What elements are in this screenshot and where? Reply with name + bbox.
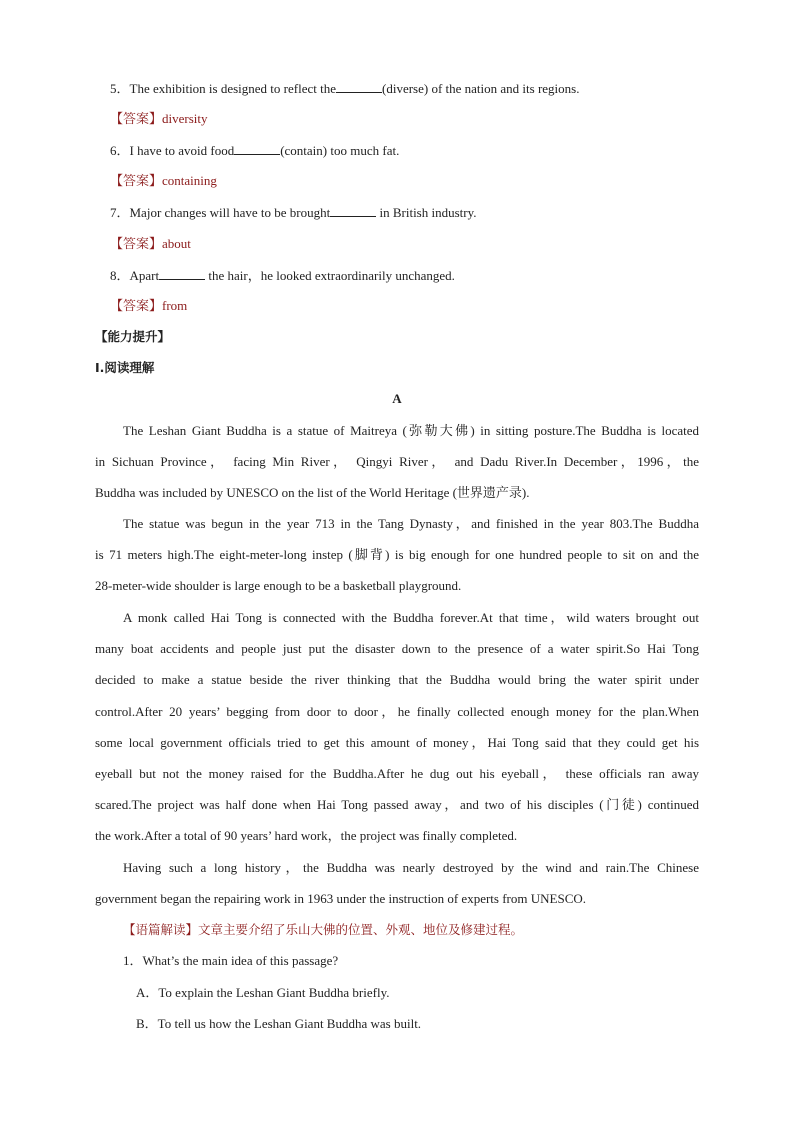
question-text-after: (contain) too much fat. [280,143,400,158]
answer-tag: 【答案】 [110,173,163,188]
answer-7 [110,236,191,252]
passage-paragraph-3 [95,610,699,860]
paragraph-line: The statue was begun in the year 713 in the Tang Dynasty，and finished in the year 803.The Buddha [123,516,699,531]
answer-text: about [162,236,191,251]
paragraph-line: scared.The project was half done when Hai Tong passed away，and two of his disciples (门徒) continued [95,797,699,813]
answer-tag: 【答案】 [110,298,163,313]
paragraph-line: 28-meter-wide shoulder is large enough to be a basketball playground. [95,578,462,594]
paragraph-line: government began the repairing work in 1963 under the instruction of experts from UNESCO. [95,891,586,907]
answer-text: containing [162,173,217,188]
passage-paragraph-2 [95,516,699,610]
answer-blank [234,142,280,155]
question-text: 8．Apart [110,268,160,283]
paragraph-line: Having such a long history，the Buddha was nearly destroyed by the wind and rain.The Chinese [123,860,699,875]
question-text: 6．I have to avoid food [110,143,235,158]
answer-text: from [162,298,188,313]
answer-6 [110,173,217,189]
answer-blank [336,80,382,93]
section-heading: 【能力提升】 [95,329,171,344]
paragraph-line: the work.After a total of 90 years’ hard work，the project was finally completed. [95,828,518,844]
analysis-text: 文章主要介绍了乐山大佛的位置、外观、地位及修建过程。 [198,922,524,937]
paragraph-line: The Leshan Giant Buddha is a statue of Maitreya (弥勒大佛) in sitting posture.The Buddha is located [123,423,699,438]
subsection-heading: Ⅰ.阅读理解 [95,360,155,375]
question-5 [110,80,579,97]
answer-text: diversity [162,111,208,126]
passage-label: A [392,391,402,406]
answer-blank [330,204,376,217]
paragraph-line: some local government officials tried to get this amount of money，Hai Tong said that they could get his [95,734,699,750]
answer-tag: 【答案】 [110,111,163,126]
answer-8 [110,298,187,314]
paragraph-line: many boat accidents and people just put the disaster down to the presence of a water spirit.So Hai Tong [95,641,699,657]
question-text-after: the hair，he looked extraordinarily unchanged. [205,268,455,283]
paragraph-line: decided to make a statue beside the river thinking that the Buddha would bring the water spirit under [95,672,699,688]
question-text: 5．The exhibition is designed to reflect the [110,81,336,96]
question-6 [110,142,399,159]
question-text: 7．Major changes will have to be brought [110,205,331,220]
question-8 [110,267,455,284]
paragraph-line: in Sichuan Province， facing Min River， Qingyi River， and Dadu River.In December，1996，the [95,454,699,470]
answer-blank [159,267,205,280]
answer-5 [110,111,208,127]
question-text-after: in British industry. [376,205,477,220]
paragraph-line: A monk called Hai Tong is connected with the Buddha forever.At that time，wild waters brought out [123,610,699,625]
option-b: B．To tell us how the Leshan Giant Buddha was built. [136,1016,422,1031]
paragraph-line: eyeball but not the money raised for the Buddha.After he dug out his eyeball， these officials ran away [95,765,699,781]
question-7 [110,204,477,221]
paragraph-line: is 71 meters high.The eight-meter-long instep (脚背) is big enough for one hundred people to sit on and the [95,547,699,563]
analysis-tag: 【语篇解读】 [123,922,199,937]
passage-paragraph-4 [95,860,699,922]
paragraph-line: Buddha was included by UNESCO on the list of the World Heritage (世界遗产录). [95,485,530,501]
paragraph-line: control.After 20 years’ begging from door to door，he finally collected enough money for the plan.When [95,703,699,719]
passage-analysis [123,922,523,938]
question-text-after: (diverse) of the nation and its regions. [382,81,580,96]
option-a: A．To explain the Leshan Giant Buddha briefly. [136,985,390,1000]
answer-tag: 【答案】 [110,236,163,251]
passage-paragraph-1 [95,423,699,517]
reading-question-1: 1．What’s the main idea of this passage? [123,953,339,968]
